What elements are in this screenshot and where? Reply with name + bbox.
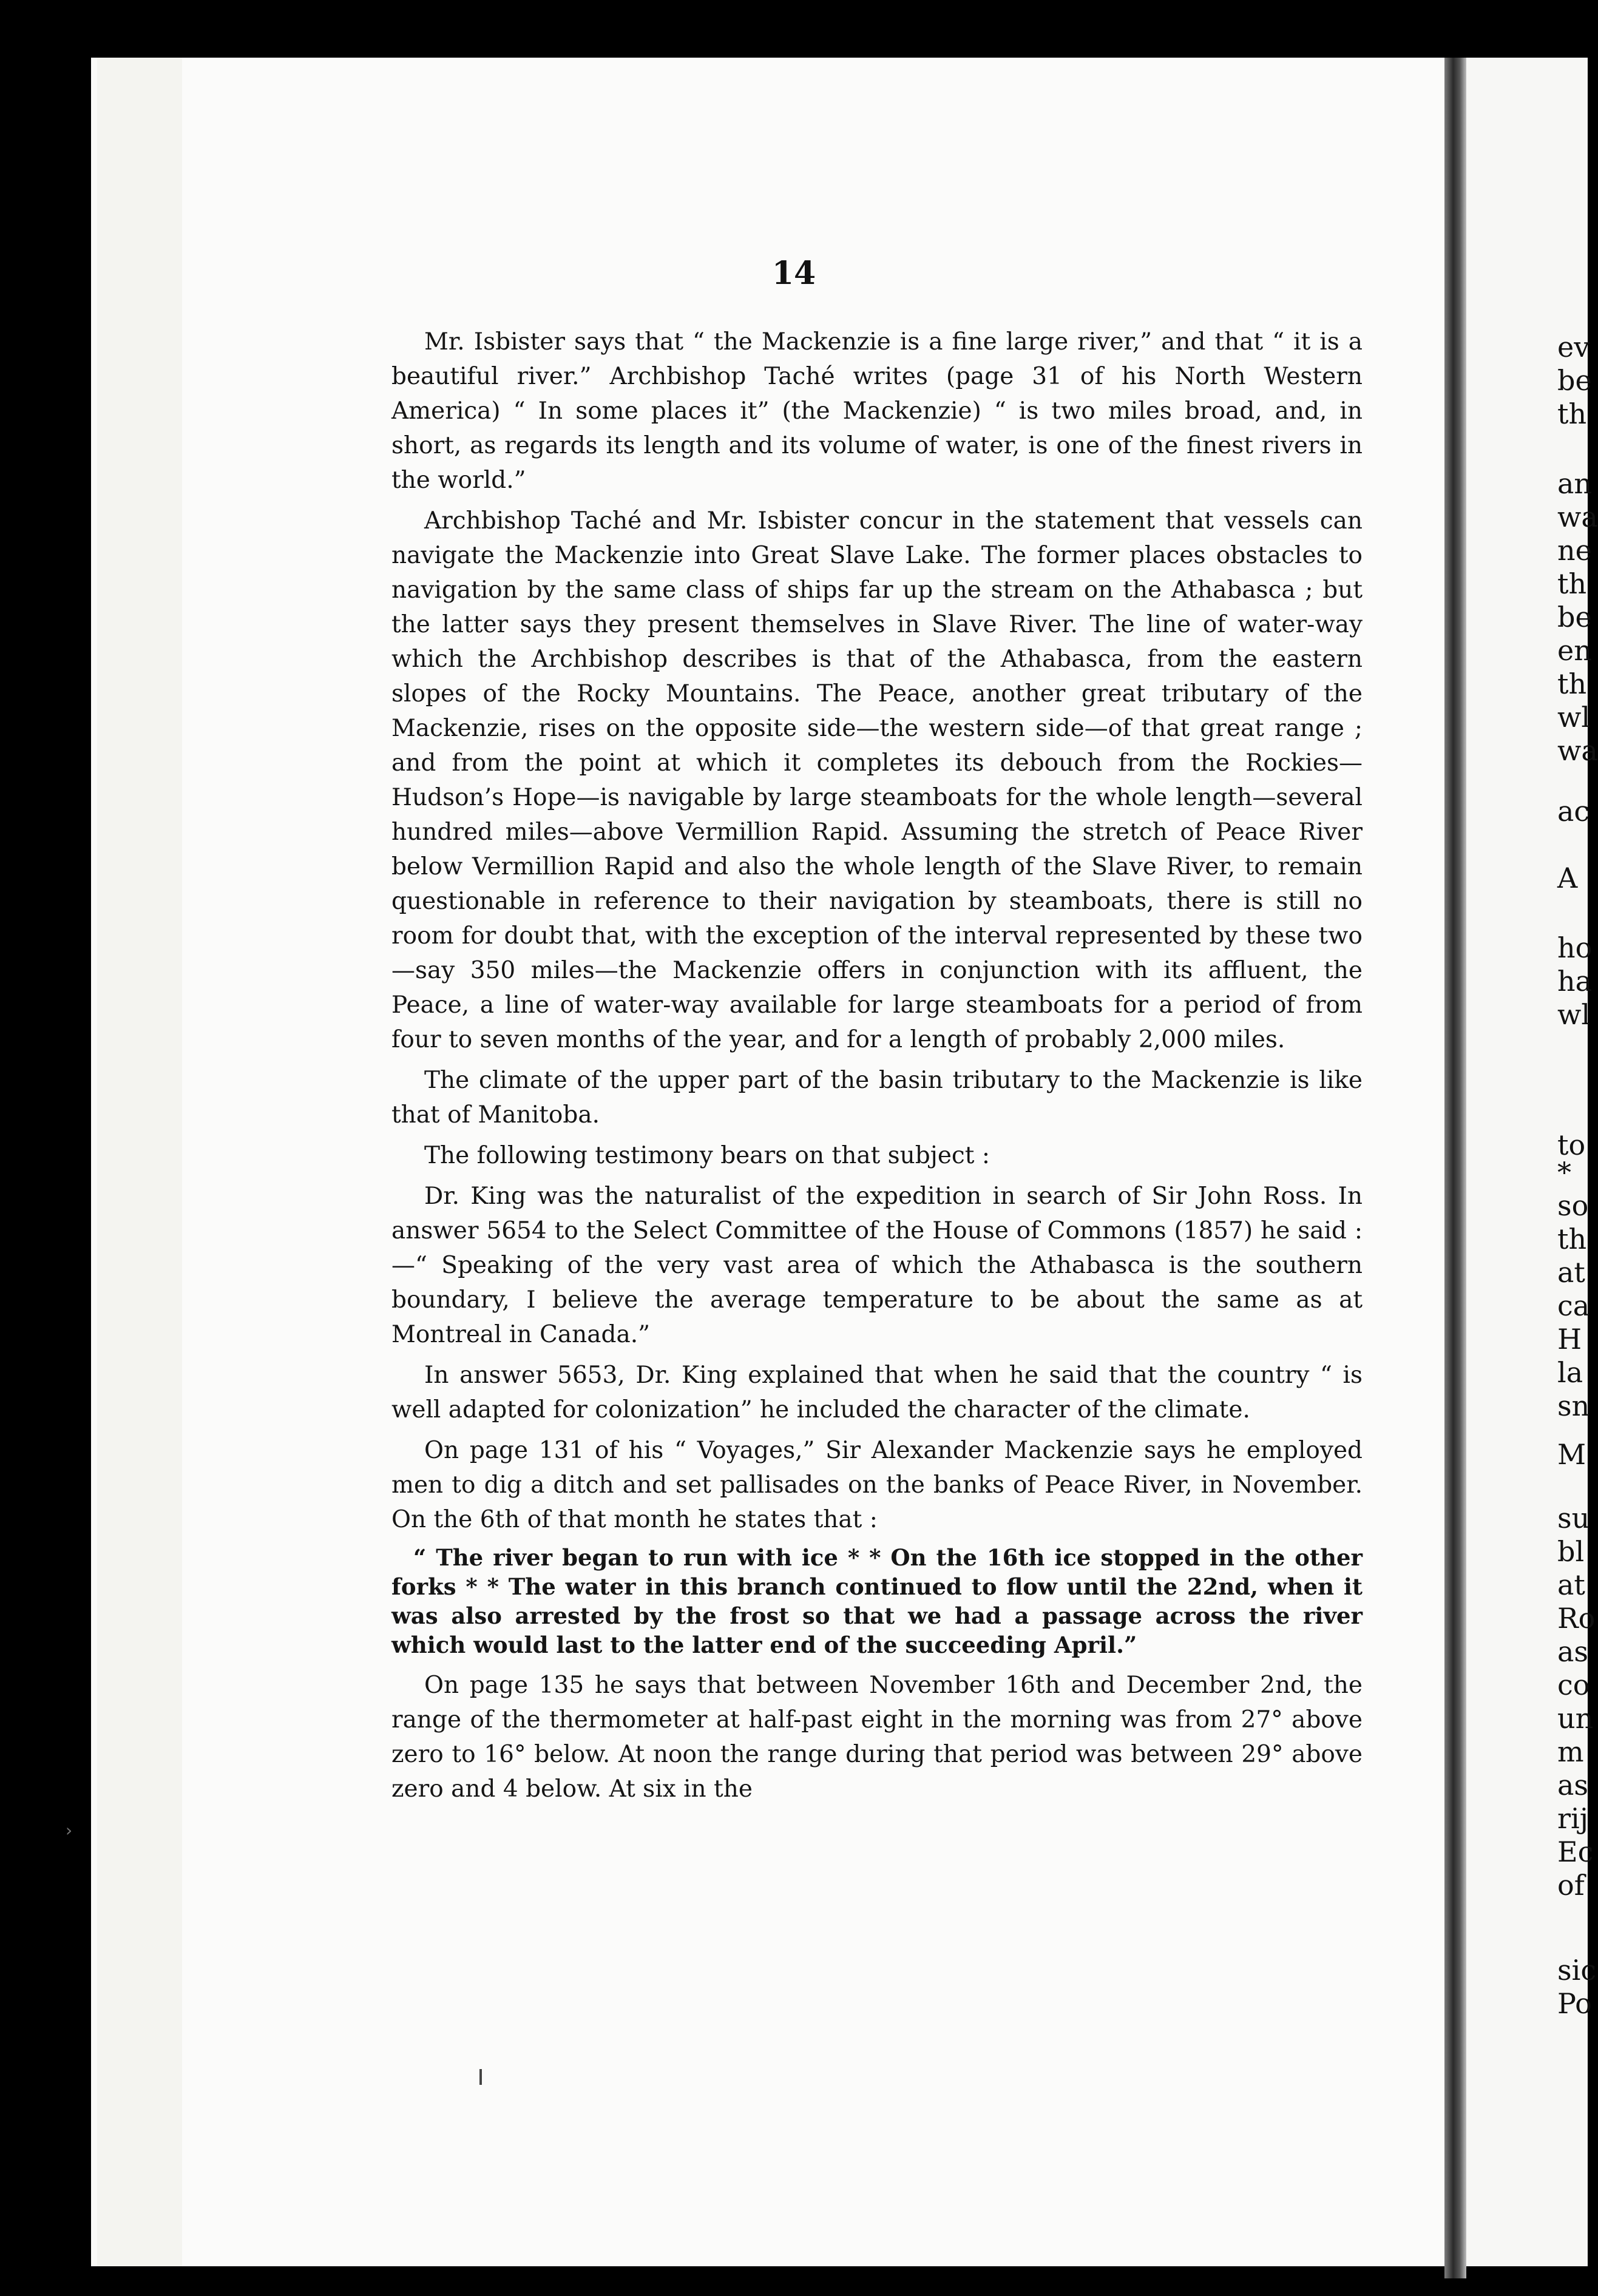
facing-page-fragment: th: [1557, 397, 1587, 430]
facing-page-fragment: ca: [1557, 1289, 1590, 1322]
facing-page-fragment: wl: [1557, 701, 1591, 734]
facing-page-fragment: as: [1557, 1769, 1589, 1801]
facing-page-fragment: th: [1557, 667, 1587, 700]
paragraph: Archbishop Taché and Mr. Isbister concur in the statement that vessels can navigate the Mackenzie into Great Slave Lake. The former places obstacles to navigation by the same class of ships far up the stream on the Athabasca ; but the latter says they present themselves in Slave River. The line of water-way which the Archbishop describes is that of the Athabasca, from the eastern slopes of the Rocky Mountains. The Peace, another great tributary of the Mackenzie, rises on the opposite side—the western side—of that great range ; and from the point at which it completes its debouch from the Rockies—Hudson’s Hope—is navigable by large steamboats for the whole length—several hundred miles—above Vermillion Rapid. Assuming the stretch of Peace River below Vermillion Rapid and also the whole length of the Slave River, to remain questionable in reference to their navigation by steamboats, there is still no room for doubt that, with the exception of the interval represented by these two—say 350 miles—the Mackenzie offers in conjunction with its affluent, the Peace, a line of water-way available for large steamboats for a period of from four to seven months of the year, and for a length of probably 2,000 miles.: [391, 507, 1363, 1053]
ink-mark: [479, 2069, 482, 2085]
facing-page-fragment: en: [1557, 634, 1592, 667]
paragraph: Mr. Isbister says that “ the Mackenzie is a fine large river,” and that “ it is a beautiful river.” Archbishop Taché writes (page 31 of his North Western America) “ In some places it” (the Mackenzie) “ is two miles broad, and, in short, as regards its length and its volume of water, is one of the finest rivers in the world.”: [391, 328, 1363, 494]
facing-page-fragment: wl: [1557, 998, 1591, 1031]
facing-page-fragment: at: [1557, 1256, 1585, 1289]
paragraph: On page 135 he says that between November 16th and December 2nd, the range of the thermometer at half-past eight in the morning was from 27° above zero to 16° below. At noon the range during that period was between 29° above zero and 4 below. At six in the: [391, 1672, 1363, 1803]
facing-page-fragment: be: [1557, 364, 1592, 397]
book-gutter: [1444, 58, 1466, 2278]
facing-page-fragment: th: [1557, 1223, 1587, 1255]
paragraph: On page 131 of his “ Voyages,” Sir Alexander Mackenzie says he employed men to dig a ditch and set pallisades on the banks of Peace River, in November. On the 6th of that month he states that :: [391, 1437, 1363, 1533]
facing-page-fragment: an: [1557, 467, 1593, 500]
margin-mark: ›: [66, 1820, 73, 1840]
facing-page-fragment: wa: [1557, 501, 1598, 533]
facing-page-fragment: ac: [1557, 795, 1590, 828]
page-edge: [97, 58, 123, 2266]
facing-page-fragment: A: [1557, 862, 1578, 894]
paragraph: Dr. King was the naturalist of the expedition in search of Sir John Ross. In answer 5654 to the Select Committee of the House of Commons (1857) he said :—“ Speaking of the very vast area of which the Athabasca is the southern boundary, I believe the average temperature to be about the same as at Montreal in Canada.”: [391, 1183, 1363, 1348]
facing-page-fragment: sn: [1557, 1389, 1590, 1422]
facing-page-fragment: sic: [1557, 1954, 1597, 1987]
facing-page-fragment: ne: [1557, 534, 1592, 567]
facing-page: [1466, 58, 1598, 2266]
facing-page-fragment: ho: [1557, 931, 1593, 964]
facing-page-fragment: at: [1557, 1568, 1585, 1601]
page-number: 14: [771, 255, 816, 292]
facing-page-fragment: as: [1557, 1635, 1589, 1668]
facing-page-fragment: of: [1557, 1869, 1585, 1902]
paragraph: In answer 5653, Dr. King explained that when he said that the country “ is well adapted for colonization” he included the character of the climate.: [391, 1362, 1363, 1423]
facing-page-fragment: su: [1557, 1502, 1590, 1535]
facing-page-fragment: Ro: [1557, 1602, 1596, 1635]
facing-page-fragment: wa: [1557, 734, 1598, 767]
facing-page-fragment: so: [1557, 1189, 1589, 1222]
page-text: [391, 325, 1363, 1812]
facing-page-fragment: m: [1557, 1735, 1584, 1768]
facing-page-fragment: *: [1557, 1156, 1571, 1189]
block-quote: “ The river began to run with ice * * On the 16th ice stopped in the other forks * * The water in this branch continued to flow until the 22nd, when it was also arrested by the frost so that we had a passage across the river which would last to the latter end of the succeeding April.”: [391, 1544, 1363, 1658]
facing-page-fragment: la: [1557, 1356, 1583, 1389]
facing-page-fragment: Po: [1557, 1987, 1592, 2020]
facing-page-fragment: rij: [1557, 1802, 1588, 1835]
facing-page-fragment: M: [1557, 1438, 1586, 1471]
facing-page-fragment: ev: [1557, 331, 1590, 363]
facing-page-fragment: be: [1557, 601, 1592, 633]
paragraph: The climate of the upper part of the basin tributary to the Mackenzie is like that of Manitoba.: [391, 1067, 1363, 1129]
facing-page-fragment: to: [1557, 1129, 1586, 1161]
facing-page-fragment: th: [1557, 567, 1587, 600]
facing-page-fragment: Ec: [1557, 1835, 1594, 1868]
facing-page-fragment: un: [1557, 1702, 1594, 1735]
facing-page-fragment: ha: [1557, 965, 1593, 998]
facing-page-fragment: co: [1557, 1669, 1590, 1701]
facing-page-fragment: bl: [1557, 1535, 1585, 1568]
paragraph: The following testimony bears on that subject :: [424, 1142, 990, 1169]
page-edge: [146, 58, 172, 2266]
facing-page-fragment: H: [1557, 1323, 1582, 1356]
page-edge: [121, 58, 147, 2266]
